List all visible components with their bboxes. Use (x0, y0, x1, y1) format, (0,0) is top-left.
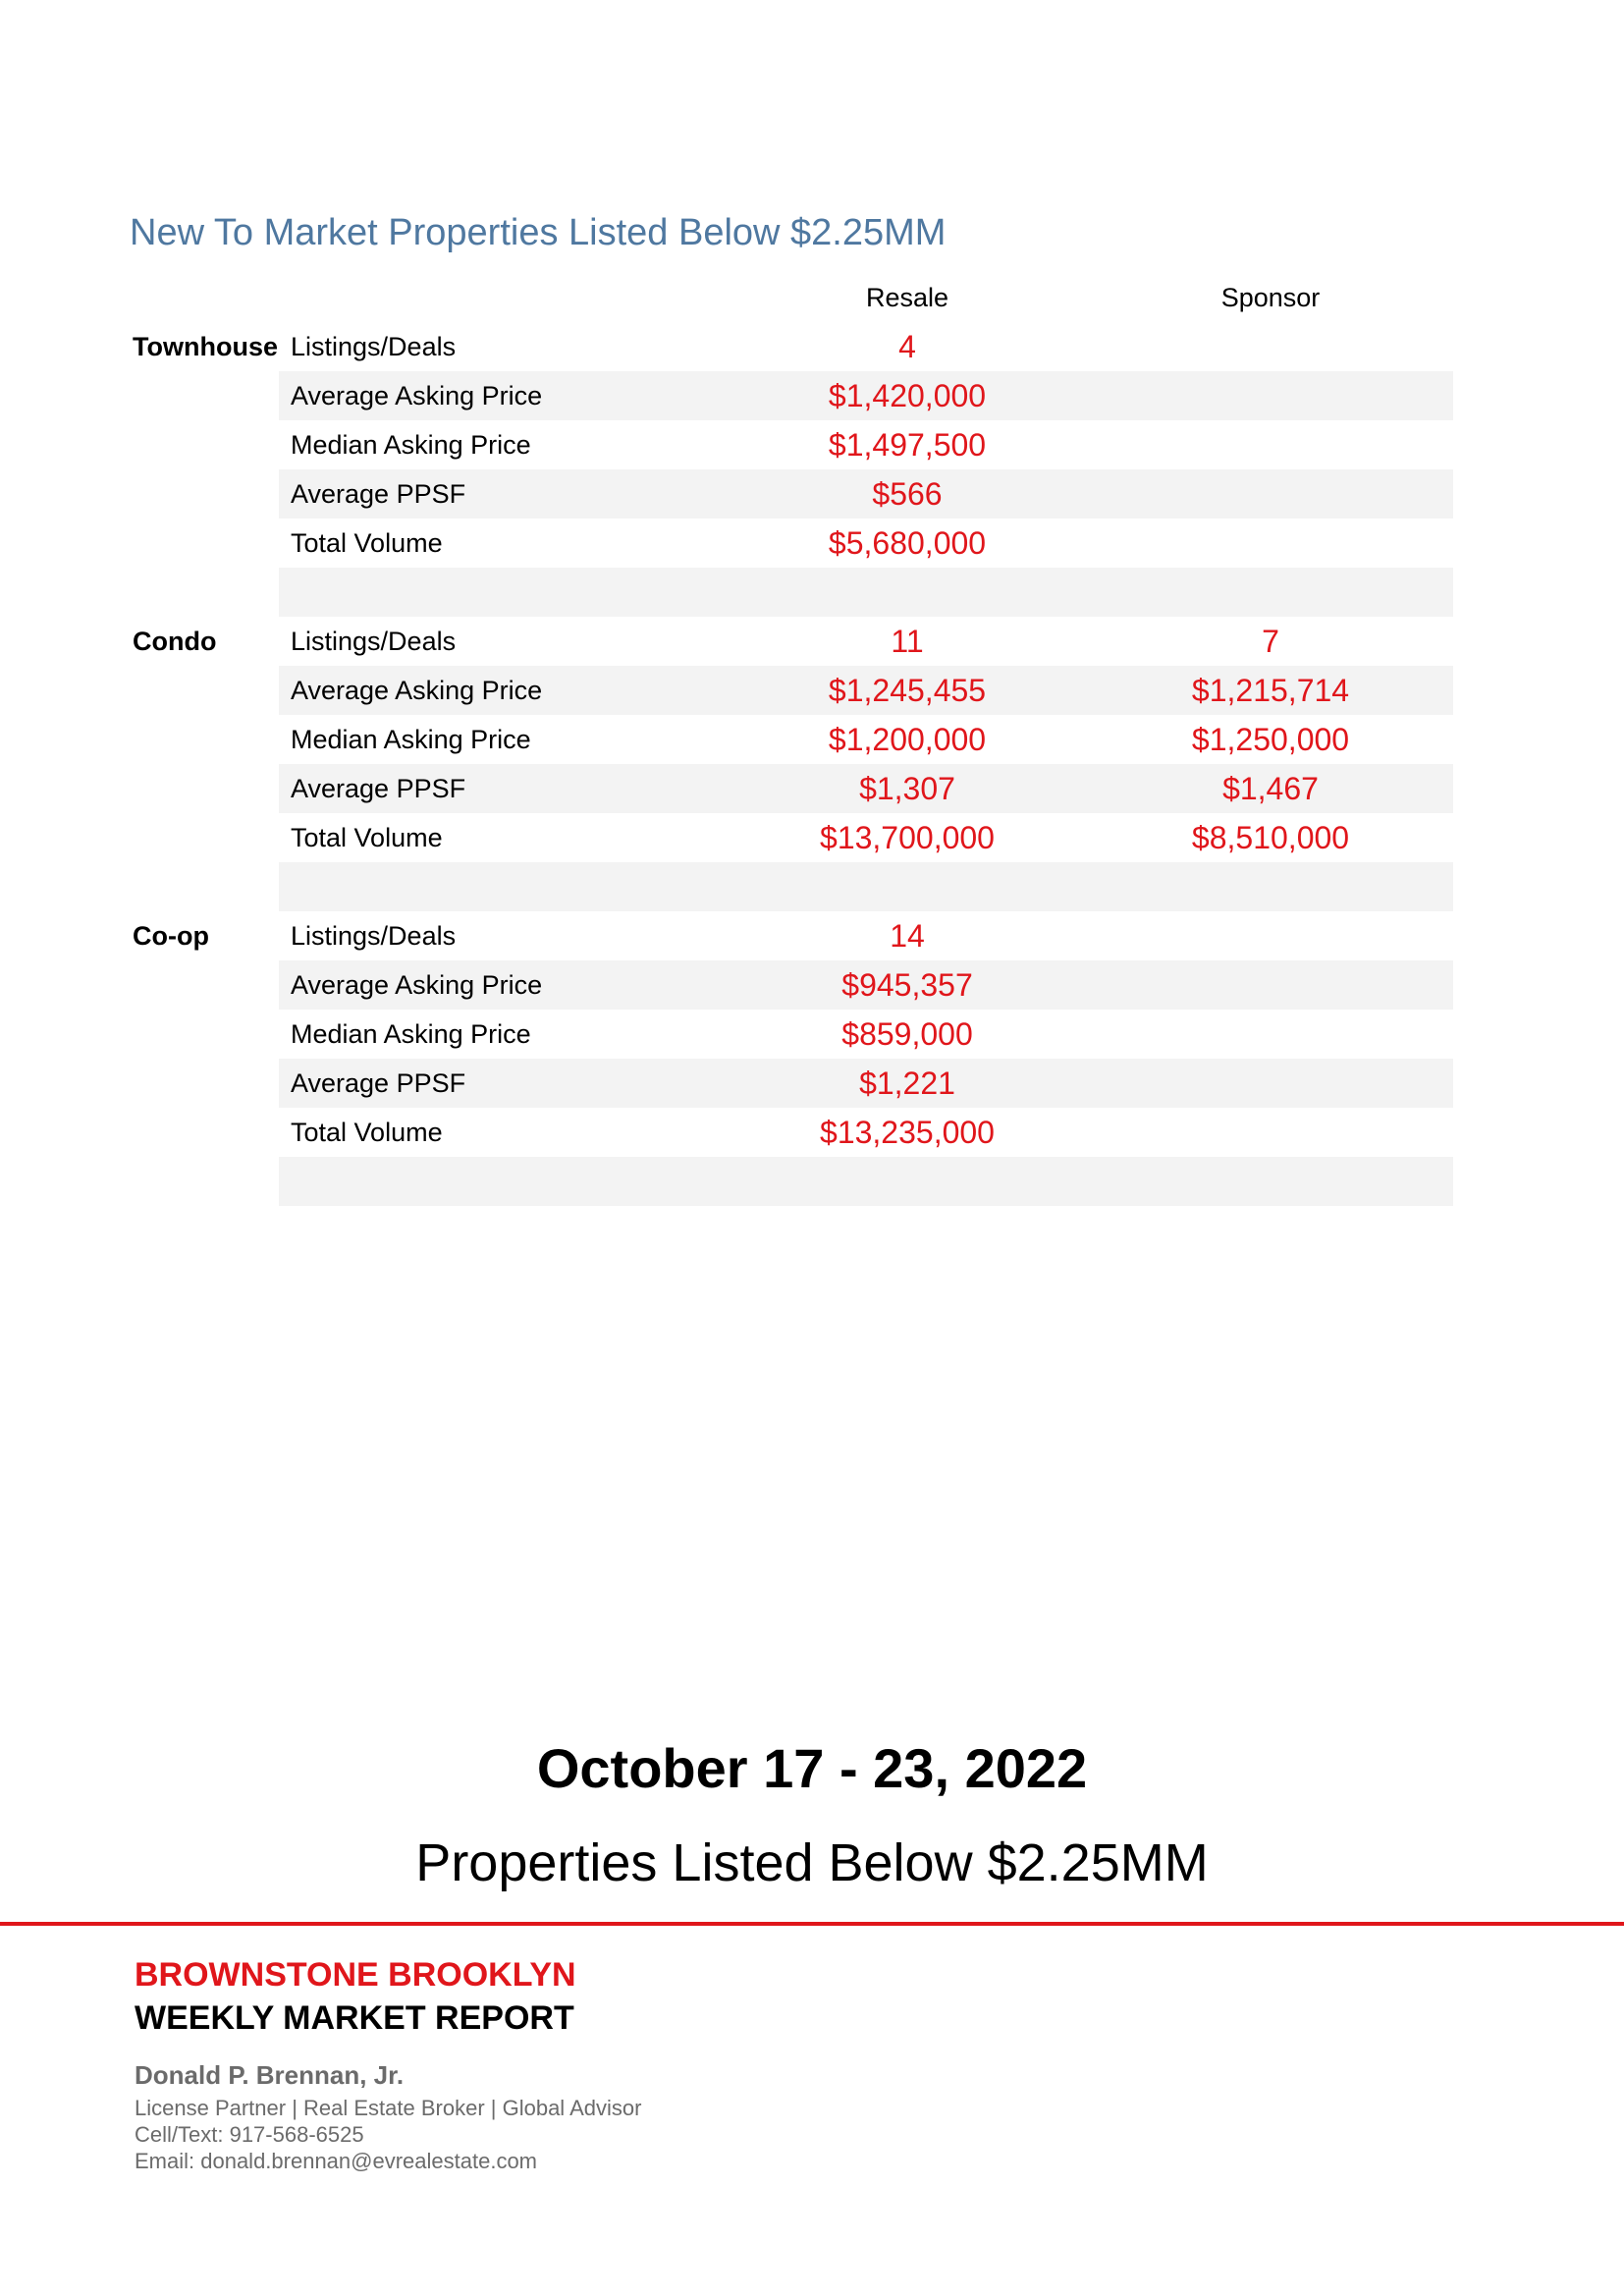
metric-label: Median Asking Price (291, 724, 531, 754)
metric-label: Average Asking Price (291, 380, 543, 410)
metric-label: Average PPSF (291, 773, 466, 803)
table-row (132, 469, 1453, 519)
metric-label: Total Volume (291, 527, 443, 558)
resale-value: $1,245,455 (828, 672, 987, 708)
resale-value: $566 (872, 475, 943, 512)
market-table (132, 322, 1453, 1206)
section-spacer (132, 1157, 1453, 1206)
table-row (132, 1108, 1453, 1157)
sponsor-value: $1,215,714 (1191, 672, 1350, 708)
column-header-sponsor: Sponsor (1220, 283, 1321, 312)
page-subtitle: Properties Listed Below $2.25MM (415, 1833, 1209, 1892)
resale-value: 14 (890, 917, 925, 954)
section-spacer (132, 568, 1453, 617)
table-row (132, 960, 1453, 1010)
table-row (132, 764, 1453, 813)
row-background (279, 862, 1453, 911)
agent-email: Email: donald.brennan@evrealestate.com (135, 2149, 538, 2173)
metric-label: Median Asking Price (291, 1018, 531, 1049)
table-row (132, 617, 1453, 666)
sponsor-value: 7 (1262, 623, 1279, 659)
category-label: Condo (133, 626, 217, 656)
metric-label: Average PPSF (291, 478, 466, 509)
resale-value: $5,680,000 (828, 524, 987, 561)
sponsor-value: $1,467 (1222, 770, 1319, 806)
resale-value: $859,000 (841, 1015, 973, 1052)
row-background (279, 568, 1453, 617)
resale-value: $945,357 (841, 966, 973, 1003)
table-row (132, 911, 1453, 960)
metric-label: Total Volume (291, 822, 443, 852)
report-title: New To Market Properties Listed Below $2.25MM (130, 212, 947, 253)
table-row (132, 1059, 1453, 1108)
agent-phone: Cell/Text: 917-568-6525 (135, 2122, 364, 2147)
sponsor-value: $1,250,000 (1191, 721, 1350, 757)
metric-label: Average Asking Price (291, 675, 543, 705)
resale-value: $1,497,500 (828, 426, 987, 463)
table-row (132, 1010, 1453, 1059)
table-row (132, 322, 1453, 371)
table-row (132, 813, 1453, 862)
metric-label: Average Asking Price (291, 969, 543, 1000)
resale-value: $1,307 (859, 770, 955, 806)
report-name: WEEKLY MARKET REPORT (135, 1999, 574, 2037)
resale-value: 4 (898, 328, 916, 364)
resale-value: 11 (891, 623, 924, 659)
metric-label: Listings/Deals (291, 331, 457, 361)
agent-title: License Partner | Real Estate Broker | Global Advisor (135, 2096, 642, 2120)
column-header-resale: Resale (865, 283, 949, 312)
resale-value: $13,235,000 (820, 1114, 995, 1150)
resale-value: $13,700,000 (820, 819, 995, 855)
table-row (132, 715, 1453, 764)
metric-label: Median Asking Price (291, 429, 531, 460)
category-label: Co-op (133, 920, 209, 951)
divider-rule (0, 1922, 1624, 1926)
sponsor-value: $8,510,000 (1191, 819, 1350, 855)
row-background (279, 1157, 1453, 1206)
metric-label: Average PPSF (291, 1067, 466, 1098)
table-row (132, 420, 1453, 469)
category-label: Townhouse (133, 331, 278, 361)
metric-label: Total Volume (291, 1117, 443, 1147)
metric-label: Listings/Deals (291, 626, 457, 656)
agent-name: Donald P. Brennan, Jr. (135, 2060, 405, 2090)
metric-label: Listings/Deals (291, 920, 457, 951)
table-row (132, 666, 1453, 715)
section-spacer (132, 862, 1453, 911)
resale-value: $1,420,000 (828, 377, 987, 413)
table-row (132, 519, 1453, 568)
table-row (132, 371, 1453, 420)
resale-value: $1,221 (859, 1065, 955, 1101)
date-range: October 17 - 23, 2022 (536, 1737, 1088, 1799)
resale-value: $1,200,000 (828, 721, 987, 757)
brand-name: BROWNSTONE BROOKLYN (135, 1956, 576, 1994)
